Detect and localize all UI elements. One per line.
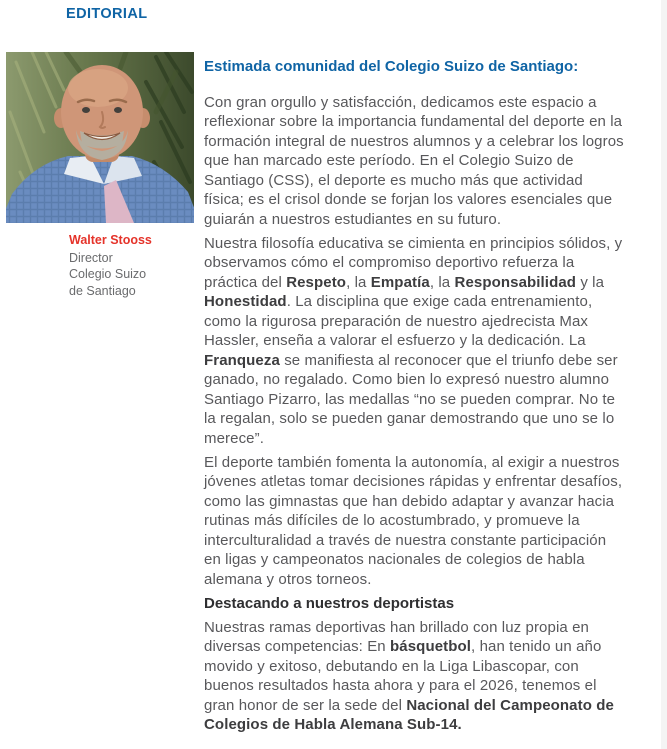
article-content — [204, 93, 624, 735]
author-role: Director — [69, 250, 113, 265]
author-org-line2: de Santiago — [69, 283, 136, 298]
author-name: Walter Stooss — [69, 233, 152, 247]
author-caption — [69, 232, 194, 299]
portrait-illustration — [6, 52, 194, 223]
author-photo — [6, 52, 194, 223]
author-block — [6, 52, 194, 299]
article-paragraph: Nuestras ramas deportivas han brillado con luz propia en diversas competencias: En básquetbol, han tenido un año movido y exitoso, debutando en la Liga Libascopar, con buenos resultados hasta ahora y para el 2026, tenemos el gran honor de ser la sede del Nacional del Campeonato de Colegios de Habla Alemana Sub-14. — [204, 618, 614, 733]
page-edge-strip — [661, 0, 667, 749]
article-paragraph: El deporte también fomenta la autonomía, al exigir a nuestros jóvenes atletas tomar decisiones rápidas y enfrentar desafíos, como las gimnastas que han debido adaptar y avanzar hacia rutinas más difíciles de lo acostumbrado, y promueve la interculturalidad a través de nuestra constante participación en ligas y campeonatos nacionales de colegios de habla alemana y otros torneos. — [204, 453, 623, 588]
section-label: EDITORIAL — [66, 6, 148, 22]
article-paragraph: Nuestra filosofía educativa se cimienta en principios sólidos, y observamos cómo el compromiso deportivo refuerza la práctica del Respeto, la Empatía, la Responsabilidad y la Honestidad. La disciplina que exige cada entrenamiento, como la rigurosa preparación de nuestro ajedrecista Max Hassler, enseña a valorar el esfuerzo y la dedicación. La Franqueza se manifiesta al reconocer que el triunfo debe ser ganado, no regalado. Como bien lo expresó nuestro alumno Santiago Pizarro, las medallas “no se pueden comprar. No te la regalan, solo se pueden ganar demostrando que uno se lo merece”. — [204, 234, 623, 447]
article-subheading: Destacando a nuestros deportistas — [204, 594, 455, 612]
article-salutation: Estimada comunidad del Colegio Suizo de Santiago: — [204, 58, 579, 75]
article-paragraph: Con gran orgullo y satisfacción, dedicamos este espacio a reflexionar sobre la importancia fundamental del deporte en la formación integral de nuestros alumnos y a celebrar los logros que han marcado este período. En el Colegio Suizo de Santiago (CSS), el deporte es mucho más que actividad física; es el crisol donde se forjan los valores esenciales que guiarán a nuestros estudiantes en su futuro. — [204, 93, 624, 228]
author-org-line1: Colegio Suizo — [69, 267, 147, 281]
article-body — [204, 57, 624, 739]
